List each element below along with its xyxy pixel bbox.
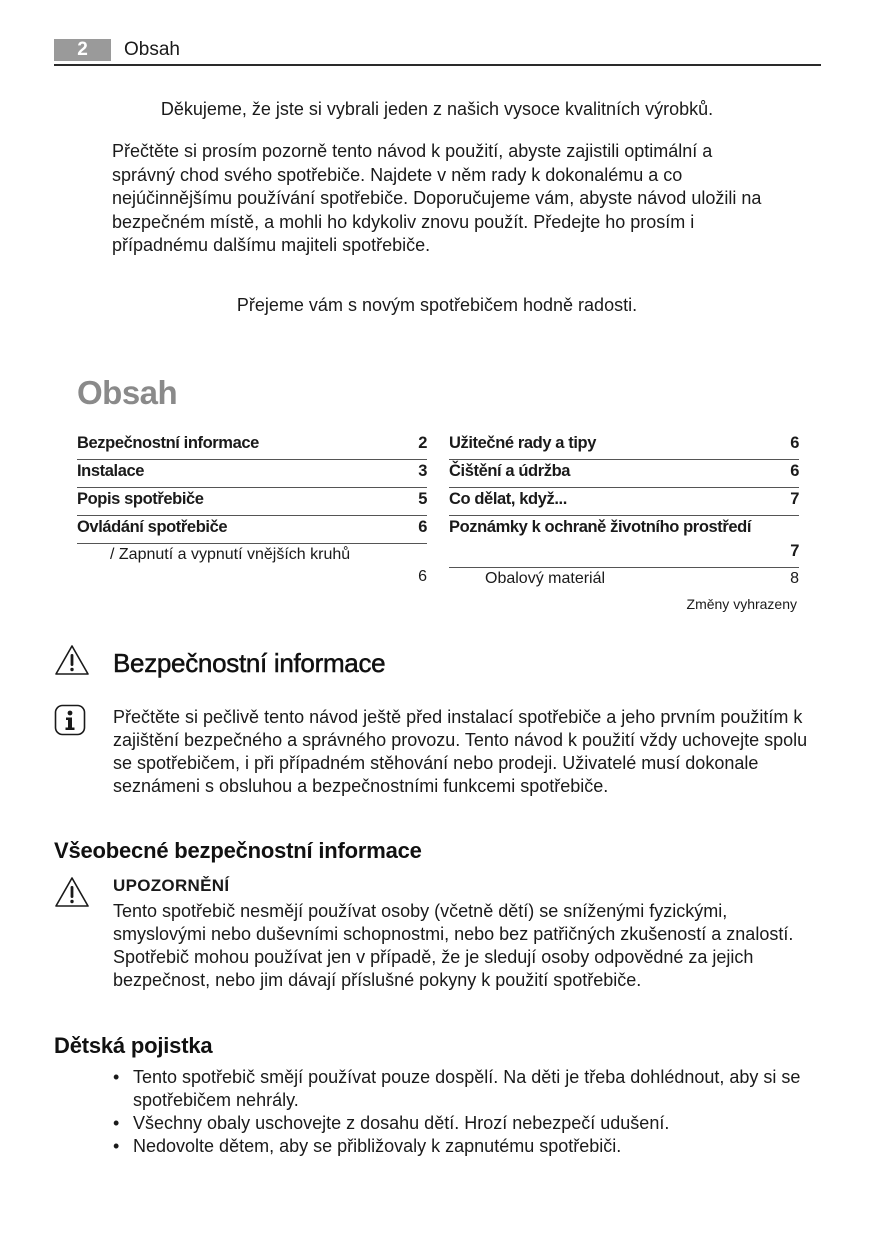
- toc-title: Obsah: [77, 374, 178, 411]
- list-item: [113, 1066, 825, 1112]
- list-item-text: Všechny obaly uschovejte z dosahu dětí. Hrozí nebezpečí udušení.: [133, 1113, 670, 1133]
- toc-entry[interactable]: [77, 488, 427, 516]
- toc-subentry-page: 6: [418, 568, 427, 585]
- toc-entry-title: Co dělat, když...: [449, 490, 567, 508]
- list-item: [113, 1112, 825, 1135]
- page-header: [54, 38, 821, 66]
- toc-entry-title: Čištění a údržba: [449, 462, 571, 480]
- toc-entry-page: 7: [790, 542, 799, 560]
- toc-subentry-page: 8: [790, 570, 799, 587]
- intro-body: Přečtěte si prosím pozorně tento návod k použití, abyste zajistili optimální a správný chod svého spotřebiče. Najdete v něm rady k dokonalému a co nejúčinnějšímu používání spotřebiče. Doporučujeme vám, abyste návod uložili na bezpečném místě, a mohli ho kdykoliv znovu použít. Předejte ho prosím i případnému dalšímu majiteli spotřebiče.: [112, 141, 762, 255]
- toc-entry-page: 7: [790, 490, 799, 508]
- warning-label: UPOZORNĚNÍ: [113, 876, 230, 895]
- child-lock-heading: Dětská pojistka: [54, 1033, 213, 1058]
- general-safety-heading: Všeobecné bezpečnostní informace: [54, 838, 422, 863]
- section-title: Bezpečnostní informace: [113, 648, 386, 678]
- toc-entry[interactable]: [449, 460, 799, 488]
- bullet-icon: •: [113, 1067, 120, 1087]
- toc-entry[interactable]: [449, 516, 799, 568]
- changes-note: Změny vyhrazeny: [686, 596, 797, 612]
- bullet-icon: •: [113, 1136, 120, 1156]
- toc-entry-title: Popis spotřebiče: [77, 490, 204, 508]
- list-item-text: Tento spotřebič smějí používat pouze dospělí. Na děti je třeba dohlédnout, aby si se spotřebičem nehrály.: [133, 1067, 801, 1110]
- toc-entry-title: Ovládání spotřebiče: [77, 518, 228, 536]
- toc-entry-title: Instalace: [77, 462, 145, 480]
- toc-entry[interactable]: [77, 432, 427, 460]
- safety-intro: Přečtěte si pečlivě tento návod ještě před instalací spotřebiče a jeho prvním použitím k zajištění bezpečného a správného provozu. Tento návod k použití vždy uchovejte spolu se spotřebičem, i při případném stěhování nebo prodeji. Uživatelé musí dokonale seznámeni s obsluhou a bezpečnostními funkcemi spotřebiče.: [113, 707, 808, 796]
- toc-entry[interactable]: [77, 516, 427, 544]
- toc-entry[interactable]: [77, 460, 427, 488]
- toc-entry-page: 2: [418, 434, 427, 452]
- child-lock-list: [113, 1066, 825, 1158]
- page-number: 2: [54, 39, 111, 61]
- toc-right-column: [449, 432, 799, 592]
- toc-subentry[interactable]: [77, 544, 427, 590]
- list-item: [113, 1135, 825, 1158]
- list-item-text: Nedovolte dětem, aby se přibližovaly k zapnutému spotřebiči.: [133, 1136, 622, 1156]
- intro-thanks: Děkujeme, že jste si vybrali jeden z našich vysoce kvalitních výrobků.: [160, 99, 714, 119]
- bullet-icon: •: [113, 1113, 120, 1133]
- toc-subentry-title: Obalový materiál: [485, 570, 606, 587]
- toc-subentry-title: / Zapnutí a vypnutí vnějších kruhů: [110, 546, 351, 563]
- header-title: Obsah: [124, 39, 180, 60]
- toc-entry-page: 6: [790, 462, 799, 480]
- toc-subentry[interactable]: [449, 568, 799, 592]
- toc-entry-page: 6: [790, 434, 799, 452]
- warning-text: Tento spotřebič nesmějí používat osoby (včetně dětí) se sníženými fyzickými, smyslovými nebo duševními schopnostmi, nebo bez patřičných zkušeností a znalostí. Spotřebič mohou používat jen v případě, že je sledují osoby odpovědné za jejich bezpečnost, nebo jim dávají příslušné pokyny k použití spotřebiče.: [113, 901, 794, 990]
- toc-entry-page: 6: [418, 518, 427, 536]
- warning-triangle-icon: [54, 876, 90, 908]
- warning-triangle-icon: [54, 644, 90, 676]
- toc-left-column: [77, 432, 427, 590]
- toc-entry[interactable]: [449, 488, 799, 516]
- info-icon: [54, 704, 86, 736]
- toc-entry-title: Poznámky k ochraně životního prostředí: [449, 518, 752, 536]
- toc-entry-title: Bezpečnostní informace: [77, 434, 259, 452]
- toc-entry-page: 3: [418, 462, 427, 480]
- toc-entry[interactable]: [449, 432, 799, 460]
- intro-wish: Přejeme vám s novým spotřebičem hodně radosti.: [236, 295, 638, 315]
- toc-entry-page: 5: [418, 490, 427, 508]
- toc-entry-title: Užitečné rady a tipy: [449, 434, 596, 452]
